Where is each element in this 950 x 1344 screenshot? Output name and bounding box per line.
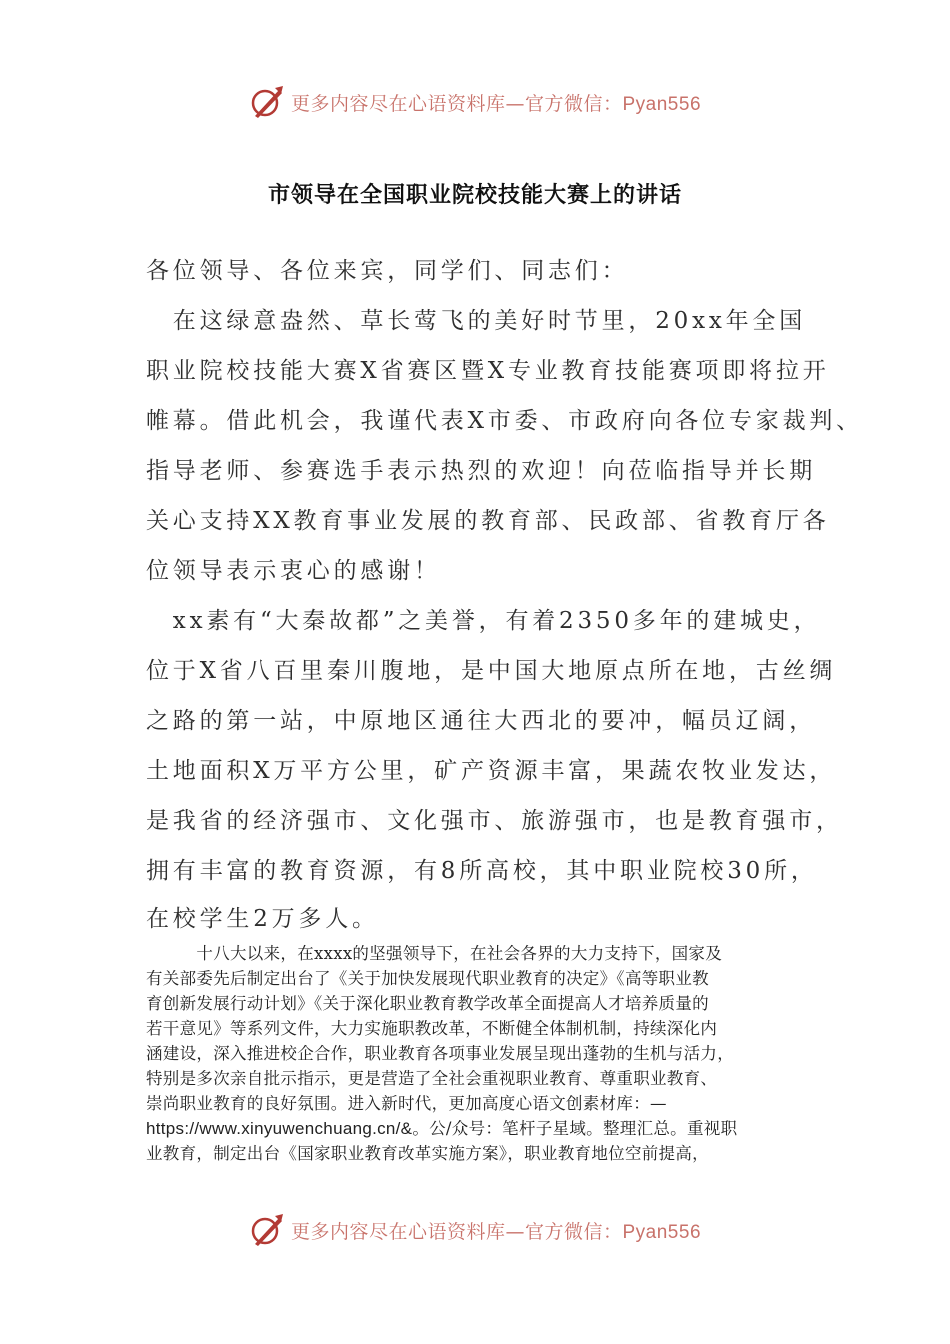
body-line: 关心支持XX教育事业发展的教育部、民政部、省教育厅各 xyxy=(146,508,830,534)
small-body-line: 有关部委先后制定出台了《关于加快发展现代职业教育的决定》《高等职业教 xyxy=(146,969,709,988)
body-line: 在这绿意盎然、草长莺飞的美好时节里，20xx年全国 xyxy=(146,308,807,334)
body-line: 是我省的经济强市、文化强市、旅游强市，也是教育强市， xyxy=(146,808,843,834)
small-body-line: 业教育，制定出台《国家职业教育改革实施方案》，职业教育地位空前提高， xyxy=(146,1144,709,1163)
small-body-line: 育创新发展行动计划》《关于深化职业教育教学改革全面提高人才培养质量的 xyxy=(146,994,709,1013)
body-line: xx素有“大秦故都”之美誉，有着2350多年的建城史， xyxy=(146,608,821,634)
body-line: 位领导表示衷心的感谢！ xyxy=(146,558,441,584)
body-line: 在校学生2万多人。 xyxy=(146,906,379,932)
page-title: 市领导在全国职业院校技能大赛上的讲话 xyxy=(267,182,682,208)
salutation-line: 各位领导、各位来宾，同学们、同志们： xyxy=(146,258,629,284)
small-body-line: https://www.xinyuwenchuang.cn/&。公/众号：笔杆子星域。整理汇总。重视职 xyxy=(146,1119,738,1138)
pen-logo-icon xyxy=(249,1212,285,1248)
body-line: 职业院校技能大赛X省赛区暨X专业教育技能赛项即将拉开 xyxy=(146,358,830,384)
header-banner xyxy=(0,82,950,122)
small-body-line: 特别是多次亲自批示指示，更是营造了全社会重视职业教育、尊重职业教育、 xyxy=(146,1069,718,1088)
header-banner-text: 更多内容尽在心语资料库—官方微信：Pyan556 xyxy=(290,92,702,115)
small-body-line: 十八大以来，在xxxx的坚强领导下，在社会各界的大力支持下，国家及 xyxy=(146,944,723,963)
small-body-line: 若干意见》等系列文件，大力实施职教改革，不断健全体制机制，持续深化内 xyxy=(146,1019,718,1038)
body-line: 帷幕。借此机会，我谨代表X市委、市政府向各位专家裁判、 xyxy=(146,408,863,434)
body-line: 位于X省八百里秦川腹地，是中国大地原点所在地，古丝绸 xyxy=(146,658,837,684)
body-line: 指导老师、参赛选手表示热烈的欢迎！向莅临指导并长期 xyxy=(146,458,816,484)
footer-banner-text: 更多内容尽在心语资料库—官方微信：Pyan556 xyxy=(290,1220,702,1243)
source-url-link[interactable]: https://www.xinyuwenchuang.cn/& xyxy=(146,1119,413,1138)
body-line: 拥有丰富的教育资源，有8所高校，其中职业院校30所， xyxy=(146,858,818,884)
pen-logo-icon xyxy=(249,84,285,120)
footer-wechat-id: Pyan556 xyxy=(622,1221,702,1243)
small-body-line: 涵建设，深入推进校企合作，职业教育各项事业发展呈现出蓬勃的生机与活力， xyxy=(146,1044,734,1063)
body-line: 之路的第一站，中原地区通往大西北的要冲，幅员辽阔， xyxy=(146,708,816,734)
header-wechat-id: Pyan556 xyxy=(622,93,702,115)
body-line: 土地面积X万平方公里，矿产资源丰富，果蔬农牧业发达， xyxy=(146,758,837,784)
footer-banner xyxy=(0,1210,950,1250)
small-body-line: 崇尚职业教育的良好氛围。进入新时代，更加高度心语文创素材库：— xyxy=(146,1094,667,1113)
